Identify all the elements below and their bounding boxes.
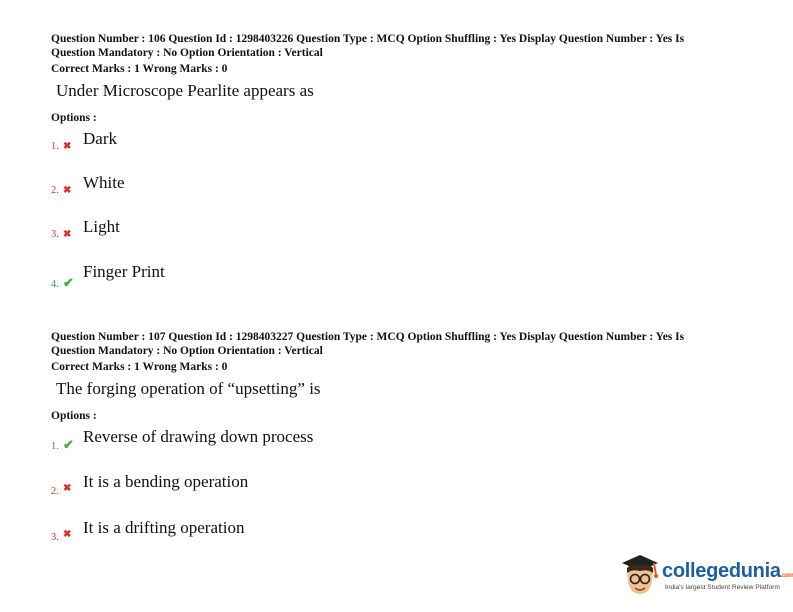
option-number: 4. [51, 279, 59, 290]
option-text: Finger Print [83, 262, 165, 281]
student-mascot-icon [618, 551, 662, 601]
logo-wordmark [662, 560, 793, 583]
option-number: 2. [51, 486, 59, 497]
check-mark-icon: ✔ [63, 437, 74, 452]
logo-tagline: India's largest Student Review Platform [665, 584, 780, 591]
logo-name: collegedunia [662, 560, 781, 582]
collegedunia-logo [618, 551, 793, 603]
options-label: Options : [51, 410, 97, 422]
option-text: It is a bending operation [83, 472, 249, 491]
option-number: 1. [51, 141, 59, 152]
question-text: The forging operation of “upsetting” is [56, 378, 321, 398]
logo-tld: .com [780, 573, 793, 579]
question-meta: Question Number : 107 Question Id : 1298403227 Question Type : MCQ Option Shuffling : Yes Display Question Number : Yes Is [51, 331, 685, 343]
question-marks: Correct Marks : 1 Wrong Marks : 0 [51, 361, 228, 373]
cross-mark-icon: ✖ [63, 185, 72, 196]
option-number: 1. [51, 441, 59, 452]
question-meta: Question Mandatory : No Option Orientation : Vertical [51, 344, 323, 357]
option-text: White [83, 173, 125, 192]
option-text: Reverse of drawing down process [83, 427, 314, 446]
option-text: Light [83, 217, 120, 236]
question-meta: Question Number : 106 Question Id : 1298403226 Question Type : MCQ Option Shuffling : Yes Display Question Number : Yes Is [51, 33, 685, 45]
check-mark-icon: ✔ [63, 275, 74, 290]
question-text: Under Microscope Pearlite appears as [56, 80, 314, 100]
option-number: 3. [51, 532, 59, 543]
options-label: Options : [51, 112, 97, 124]
cross-mark-icon: ✖ [63, 483, 72, 494]
question-block-107 [51, 331, 751, 551]
option-text: Dark [83, 129, 117, 148]
question-marks: Correct Marks : 1 Wrong Marks : 0 [51, 63, 228, 75]
question-block-106 [51, 33, 751, 293]
question-meta: Question Mandatory : No Option Orientation : Vertical [51, 46, 323, 59]
option-number: 2. [51, 185, 59, 196]
cross-mark-icon: ✖ [63, 141, 72, 152]
cross-mark-icon: ✖ [63, 529, 72, 540]
option-text: It is a drifting operation [83, 518, 245, 537]
cross-mark-icon: ✖ [63, 229, 72, 240]
option-number: 3. [51, 229, 59, 240]
